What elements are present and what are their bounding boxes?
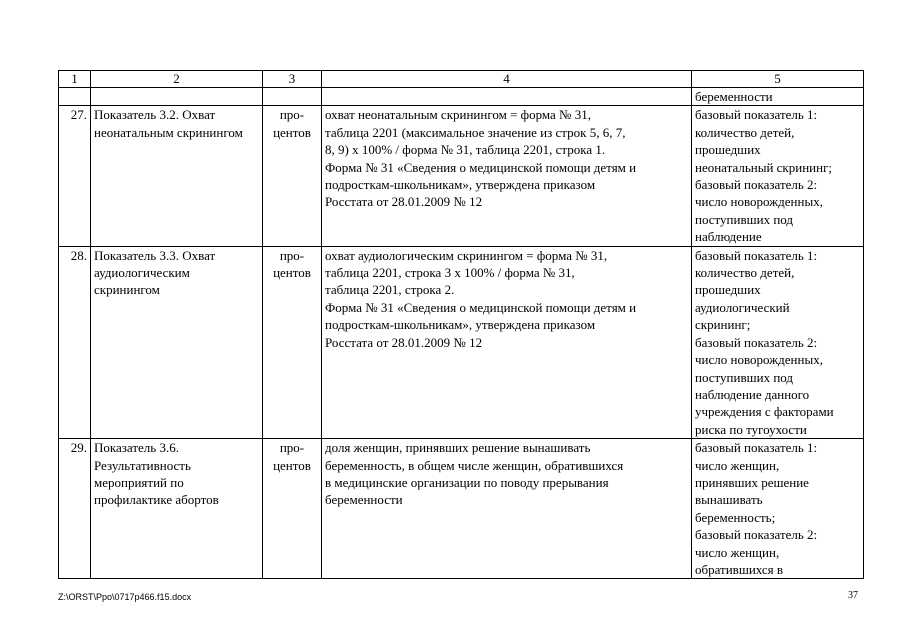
- header-cell-1: 1: [59, 71, 91, 88]
- formula-cell: охват неонатальным скринингом = форма № 31, таблица 2201 (максимальное значение из строк 5, 6, 7, 8, 9) х 100% / форма № 31, таблица 2201, строка 1. Форма № 31 «Сведения о медицинской помощи детям и подросткам-школьникам», утверждена приказом Росстата от 28.01.2009 № 12: [322, 106, 692, 246]
- header-cell-3: 3: [263, 71, 322, 88]
- continuation-cell-2: [91, 88, 263, 106]
- table-row: [59, 106, 864, 246]
- base-indicators-cell: базовый показатель 1: количество детей, прошедших неонатальный скрининг; базовый показатель 2: число новорожденных, поступивших под наблюдение: [692, 106, 864, 246]
- indicator-name: Показатель 3.3. Охват аудиологическим скринингом: [91, 246, 263, 438]
- formula-cell: доля женщин, принявших решение вынашивать беременность, в общем числе женщин, обратившихся в медицинские организации по поводу прерывания беременности: [322, 439, 692, 579]
- page-number: 37: [848, 590, 858, 601]
- row-number: 27.: [59, 106, 91, 246]
- continuation-cell-5: беременности: [692, 88, 864, 106]
- unit-cell: про- центов: [263, 439, 322, 579]
- row-number: 28.: [59, 246, 91, 438]
- table-row: [59, 439, 864, 579]
- footer-file-path: Z:\ORST\Ppo\0717p466.f15.docx: [58, 592, 192, 602]
- continuation-cell-1: [59, 88, 91, 106]
- row-number: 29.: [59, 439, 91, 579]
- formula-cell: охват аудиологическим скринингом = форма № 31, таблица 2201, строка 3 х 100% / форма № 31, таблица 2201, строка 2. Форма № 31 «Сведения о медицинской помощи детям и подросткам-школьникам», утверждена приказом Росстата от 28.01.2009 № 12: [322, 246, 692, 438]
- base-indicators-cell: базовый показатель 1: число женщин, принявших решение вынашивать беременность; базовый показатель 2: число женщин, обратившихся в: [692, 439, 864, 579]
- continuation-cell-3: [263, 88, 322, 106]
- table-continuation-row: [59, 88, 864, 106]
- table-row: [59, 246, 864, 438]
- header-cell-4: 4: [322, 71, 692, 88]
- table-header-row: [59, 71, 864, 88]
- header-cell-2: 2: [91, 71, 263, 88]
- unit-cell: про- центов: [263, 246, 322, 438]
- continuation-cell-4: [322, 88, 692, 106]
- header-cell-5: 5: [692, 71, 864, 88]
- indicator-name: Показатель 3.2. Охват неонатальным скринингом: [91, 106, 263, 246]
- indicator-table: [58, 70, 864, 579]
- base-indicators-cell: базовый показатель 1: количество детей, прошедших аудиологический скрининг; базовый показатель 2: число новорожденных, поступивших под наблюдение данного учреждения с факторами риска по тугоухости: [692, 246, 864, 438]
- unit-cell: про- центов: [263, 106, 322, 246]
- indicator-name: Показатель 3.6. Результативность мероприятий по профилактике абортов: [91, 439, 263, 579]
